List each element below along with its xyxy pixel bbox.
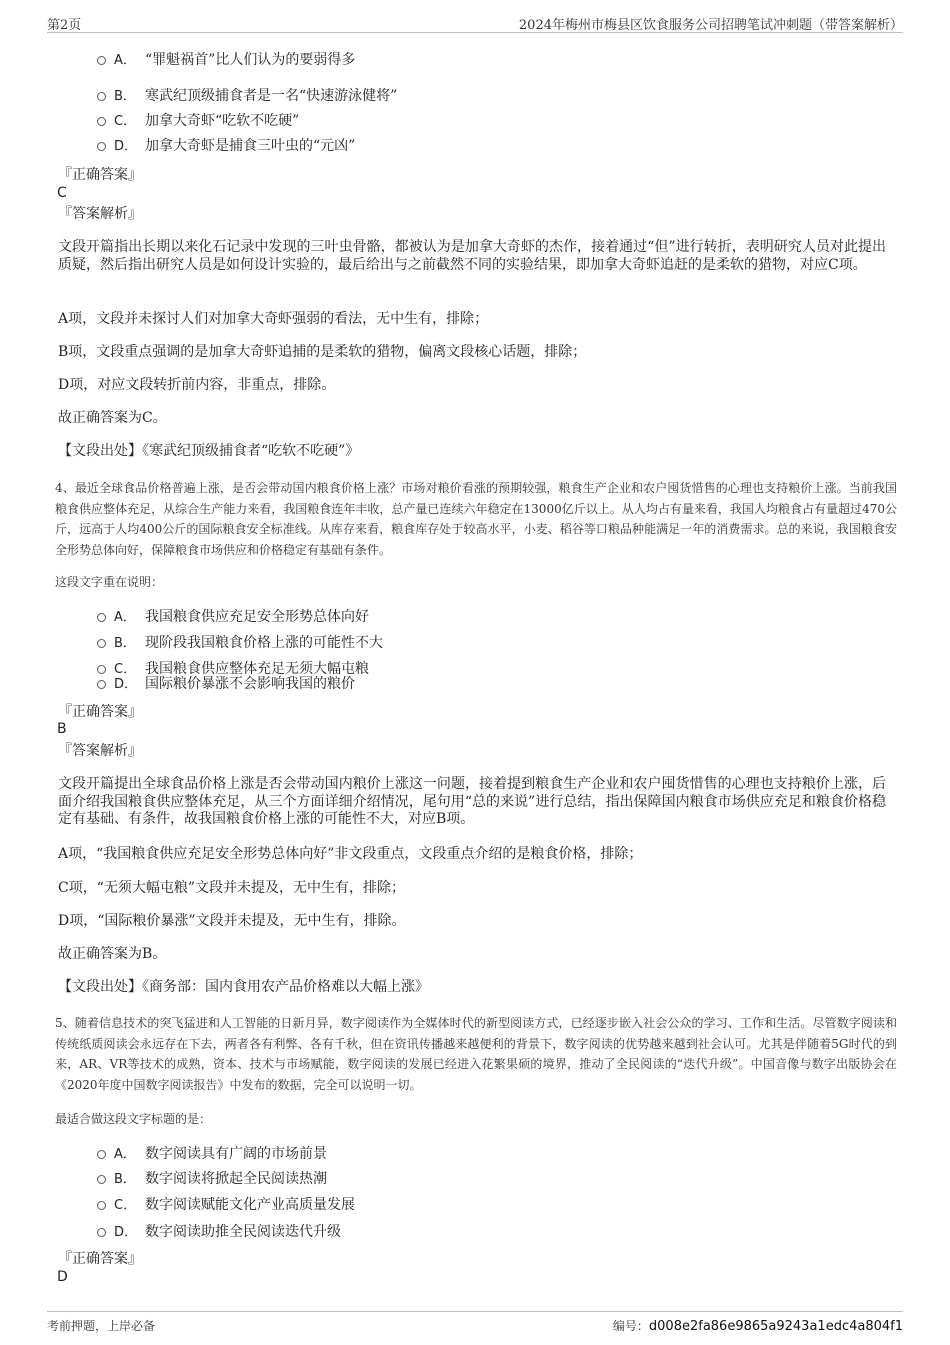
q4-option-c[interactable]: C． 我国粮食供应整体充足无须大幅屯粮 bbox=[97, 660, 369, 679]
radio-icon[interactable] bbox=[97, 1201, 106, 1210]
q3-analysis-paragraph: 文段开篇指出长期以来化石记录中发现的三叶虫骨骼，都被认为是加拿大奇虾的杰作，接着通过“但”进行转折，表明研究人员对此提出质疑，然后指出研究人员是如何设计实验的，最后给出与之前截然不同的实验结果，即加拿大奇虾追赶的是柔软的猎物，对应C项。 bbox=[58, 239, 886, 273]
footer-slogan: 考前押题，上岸必备 bbox=[47, 1319, 156, 1333]
page-header bbox=[47, 12, 903, 33]
q3-analysis-label: 『答案解析』 bbox=[58, 206, 142, 222]
q4-option-a[interactable]: A． 我国粮食供应充足安全形势总体向好 bbox=[97, 608, 369, 627]
q3-analysis-d: D项，对应文段转折前内容，非重点，排除。 bbox=[58, 377, 336, 393]
radio-icon[interactable] bbox=[97, 1175, 106, 1184]
q3-option-c[interactable]: C． 加拿大奇虾“吃软不吃硬” bbox=[97, 112, 299, 131]
footer-code bbox=[613, 1317, 903, 1334]
radio-icon[interactable] bbox=[97, 117, 106, 126]
q4-option-d[interactable]: D． 国际粮价暴涨不会影响我国的粮价 bbox=[97, 675, 355, 694]
q5-prompt: 最适合做这段文字标题的是： bbox=[55, 1112, 212, 1126]
radio-icon[interactable] bbox=[97, 613, 106, 622]
footer-code-label: 编号： bbox=[612, 1319, 649, 1333]
q3-source: 【文段出处】《寒武纪顶级捕食者“吃软不吃硬”》 bbox=[58, 443, 360, 459]
q4-answer-label: 『正确答案』 bbox=[58, 704, 142, 720]
q4-analysis-d: D项，“国际粮价暴涨”文段并未提及，无中生有，排除。 bbox=[58, 913, 406, 929]
q4-analysis-a: A项，“我国粮食供应充足安全形势总体向好”非文段重点，文段重点介绍的是粮食价格，排除； bbox=[58, 846, 643, 862]
q4-option-b[interactable]: B． 现阶段我国粮食价格上涨的可能性不大 bbox=[97, 634, 383, 653]
radio-icon[interactable] bbox=[97, 680, 106, 689]
radio-icon[interactable] bbox=[97, 1150, 106, 1159]
page-footer bbox=[47, 1311, 903, 1336]
q4-stem: 4、最近全球食品价格普遍上涨，是否会带动国内粮食价格上涨？市场对粮价看涨的预期较强，粮食生产企业和农户囤货惜售的心理也支持粮价上涨。当前我国粮食供应整体充足，从综合生产能力来看，我国粮食连年丰收，总产量已连续六年稳定在13000亿斤以上。从人均占有量来看，我国人均粮食占有量超过470公斤，远高于人均400公斤的国际粮食安全标准线。从库存来看，粮食库存处于较高水平，小麦、稻谷等口粮品种能满足一年的消费需求。总的来说，我国粮食安全形势总体向好，保障粮食市场供应和价格稳定有基础有条件。 bbox=[55, 481, 897, 557]
q3-conclusion: 故正确答案为C。 bbox=[58, 410, 167, 426]
page-number: 第2页 bbox=[47, 18, 82, 33]
q4-conclusion: 故正确答案为B。 bbox=[58, 946, 167, 962]
radio-icon[interactable] bbox=[97, 56, 106, 65]
document-title: 2024年梅州市梅县区饮食服务公司招聘笔试冲刺题（带答案解析） bbox=[518, 18, 903, 33]
q5-option-c[interactable]: C． 数字阅读赋能文化产业高质量发展 bbox=[97, 1196, 355, 1215]
q4-source: 【文段出处】《商务部：国内食用农产品价格难以大幅上涨》 bbox=[58, 979, 429, 995]
footer-code-value: d008e2fa86e9865a9243a1edc4a804f1 bbox=[648, 1319, 903, 1334]
q3-answer: C bbox=[57, 185, 67, 201]
radio-icon[interactable] bbox=[97, 639, 106, 648]
q5-option-d[interactable]: D． 数字阅读助推全民阅读迭代升级 bbox=[97, 1223, 341, 1242]
radio-icon[interactable] bbox=[97, 1228, 106, 1237]
q3-option-d[interactable]: D． 加拿大奇虾是捕食三叶虫的“元凶” bbox=[97, 137, 355, 156]
q5-option-a[interactable]: A． 数字阅读具有广阔的市场前景 bbox=[97, 1145, 327, 1164]
q4-analysis-label: 『答案解析』 bbox=[58, 743, 142, 759]
q4-prompt: 这段文字重在说明： bbox=[55, 575, 164, 589]
q4-analysis-paragraph: 文段开篇提出全球食品价格上涨是否会带动国内粮价上涨这一问题，接着提到粮食生产企业和农户囤货惜售的心理也支持粮价上涨，后面介绍我国粮食供应整体充足，从三个方面详细介绍情况，尾句用“总的来说”进行总结，指出保障国内粮食市场供应充足和粮食价格稳定有基础、有条件，故我国粮食价格上涨的可能性不大，对应B项。 bbox=[58, 776, 886, 827]
q5-answer: D bbox=[57, 1269, 68, 1285]
q3-option-b[interactable]: B． 寒武纪顶级捕食者是一名“快速游泳健将” bbox=[97, 87, 397, 106]
q3-option-a[interactable]: A． “罪魁祸首”比人们认为的要弱得多 bbox=[97, 51, 355, 70]
radio-icon[interactable] bbox=[97, 142, 106, 151]
q5-stem: 5、随着信息技术的突飞猛进和人工智能的日新月异，数字阅读作为全媒体时代的新型阅读方式，已经逐步嵌入社会公众的学习、工作和生活。尽管数字阅读和传统纸质阅读会永远存在下去，两者各有利弊、各有千秋，但在资讯传播越来越便利的背景下，数字阅读的优势越来越到社会认可。尤其是伴随着5G时代的到来，AR、VR等技术的成熟，资本、技术与市场赋能，数字阅读的发展已经进入花繁果硕的境界，推动了全民阅读的“迭代升级”。中国音像与数字出版协会在《2020年度中国数字阅读报告》中发布的数据，完全可以说明一切。 bbox=[55, 1016, 897, 1092]
q3-answer-label: 『正确答案』 bbox=[58, 167, 142, 183]
q3-analysis-a: A项，文段并未探讨人们对加拿大奇虾强弱的看法，无中生有，排除； bbox=[58, 311, 489, 327]
q4-answer: B bbox=[57, 721, 67, 737]
q5-option-b[interactable]: B． 数字阅读将掀起全民阅读热潮 bbox=[97, 1170, 327, 1189]
q5-answer-label: 『正确答案』 bbox=[58, 1251, 142, 1267]
radio-icon[interactable] bbox=[97, 665, 106, 674]
q4-analysis-c: C项，“无须大幅屯粮”文段并未提及，无中生有，排除； bbox=[58, 880, 406, 896]
q3-analysis-b: B项，文段重点强调的是加拿大奇虾追捕的是柔软的猎物，偏离文段核心话题，排除； bbox=[58, 344, 587, 360]
radio-icon[interactable] bbox=[97, 92, 106, 101]
